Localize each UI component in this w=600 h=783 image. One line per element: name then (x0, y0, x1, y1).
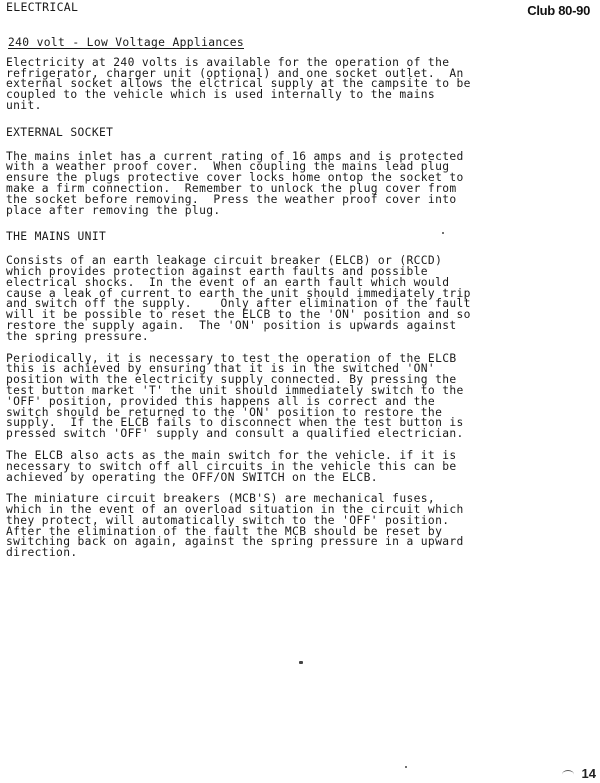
text-line: which provides protection against earth faults and possible (6, 264, 428, 278)
paragraph-elcb-testing (6, 351, 592, 441)
text-line: ensure the plugs protective cover locks home ontop the socket to (6, 171, 464, 185)
text-line: make a firm connection. Remember to unlock the plug cover from (6, 181, 457, 195)
text-line: cause a leak of current to earth the unit should immediately trip (6, 286, 471, 300)
text-line: Periodically, it is necessary to test the operation of the ELCB (6, 351, 457, 365)
text-line: The miniature circuit breakers (MCB'S) are mechanical fuses, (6, 492, 436, 506)
text-line: electrical shocks. In the event of an earth fault which would (6, 275, 450, 289)
text-line: switching back on again, against the spring pressure in a upward (6, 535, 464, 549)
paragraph-elcb-description (6, 256, 592, 342)
text-line: external socket allows the elctrical supply at the campsite to be (6, 77, 471, 91)
paragraph-elcb-main-switch (6, 448, 592, 484)
text-line: the socket before removing. Press the weather proof cover into (6, 192, 457, 206)
text-line: refrigerator, charger unit (optional) and one socket outlet. An (6, 66, 464, 80)
text-line: unit. (6, 98, 42, 112)
brand-logo: Club 80-90 (527, 3, 590, 18)
text-line: position with the electricity supply connected. By pressing the (6, 373, 457, 387)
text-line: the spring pressure. (6, 329, 150, 343)
page-title: 240 volt - Low Voltage Appliances (8, 36, 244, 49)
intro-paragraph (6, 55, 592, 112)
text-line: and switch off the supply. Only after elimination of the fault (6, 297, 471, 311)
text-line: direction. (6, 546, 78, 560)
paragraph-external-socket (6, 149, 592, 217)
text-line: supply. If the ELCB fails to disconnect when the test button is (6, 416, 464, 430)
text-line: which in the event of an overload situation in the circuit which (6, 503, 464, 517)
text-line: necessary to switch off all circuits in the vehicle this can be (6, 459, 457, 473)
text-line: they protect, will automatically switch to the 'OFF' position. (6, 513, 450, 527)
page-number-mark (562, 770, 574, 779)
text-line: Consists of an earth leakage circuit breaker (ELCB) or (RCCD) (6, 254, 443, 268)
section-label: ELECTRICAL (6, 0, 79, 14)
text-line: pressed switch 'OFF' supply and consult a qualified electrician. (6, 427, 464, 441)
text-line: Electricity at 240 volts is available for the operation of the (6, 55, 450, 69)
scan-speck (405, 766, 407, 768)
text-line: place after removing the plug. (6, 203, 221, 217)
text-line: After the elimination of the fault the MCB should be reset by (6, 524, 443, 538)
text-line: 'OFF' position, provided this happens all is correct and the (6, 394, 436, 408)
text-line: switch should be returned to the 'ON' position to restore the (6, 405, 443, 419)
text-line: coupled to the vehicle which is used internally to the mains (6, 88, 436, 102)
text-line: restore the supply again. The 'ON' position is upwards against (6, 318, 457, 332)
text-line: The mains inlet has a current rating of 16 amps and is protected (6, 149, 464, 163)
page-content (6, 38, 592, 559)
text-line: The ELCB also acts as the main switch for the vehicle. if it is (6, 448, 457, 462)
page-number: 14 (581, 766, 596, 781)
scan-speck (442, 232, 444, 234)
scan-speck (299, 661, 303, 664)
text-line: will it be possible to reset the ELCB to the 'ON' position and so (6, 308, 471, 322)
section-heading-external-socket: EXTERNAL SOCKET (6, 125, 114, 139)
text-line: this is achieved by ensuring that it is in the switched 'ON' (6, 362, 436, 376)
paragraph-mcb (6, 494, 592, 559)
text-line: achieved by operating the OFF/ON SWITCH on the ELCB. (6, 470, 378, 484)
section-heading-mains-unit: THE MAINS UNIT (6, 230, 107, 244)
text-line: test button market 'T' the unit should immediately switch to the (6, 383, 464, 397)
text-line: with a weather proof cover. When coupling the mains lead plug (6, 160, 450, 174)
